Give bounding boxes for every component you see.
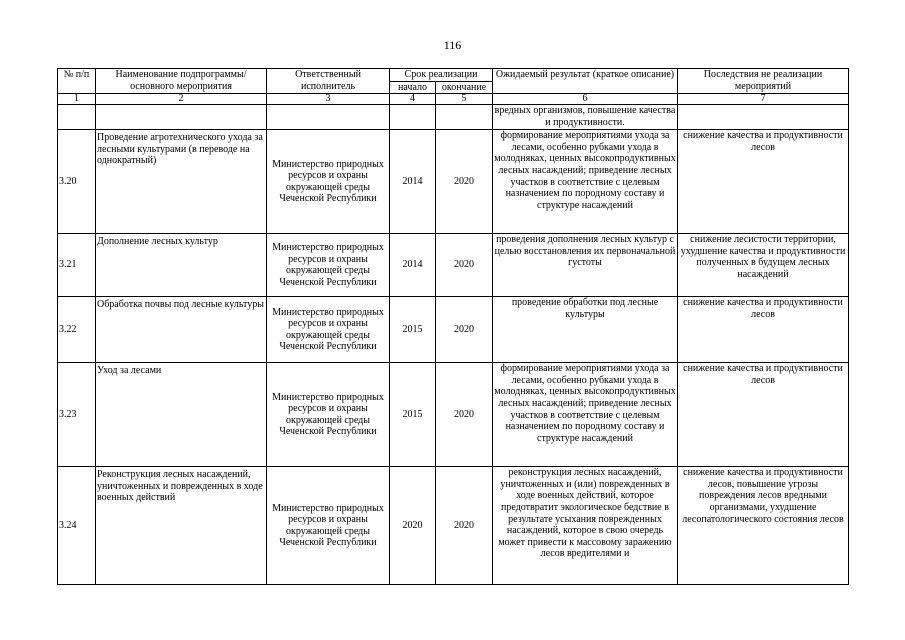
expected-result: формирование мероприятиями ухода за лесами, особенно рубками ухода в молодняках, ценных высокопродуктивных лесных насаждений; приведение лесных участков в соответствие с целевым назначением по породному составу и структуре насаждений xyxy=(493,363,678,467)
table-row xyxy=(58,363,849,467)
column-number-row xyxy=(58,94,849,105)
consequences: снижение качества и продуктивности лесов xyxy=(678,130,849,234)
column-number: 5 xyxy=(436,94,493,105)
row-number: 3.20 xyxy=(58,130,96,234)
table-row xyxy=(58,234,849,297)
table-row xyxy=(58,467,849,585)
column-number: 6 xyxy=(493,94,678,105)
header-start: начало xyxy=(390,81,436,94)
responsible-executor: Министерство природных ресурсов и охраны окружающей среды Чеченской Республики xyxy=(267,363,390,467)
activity-name: Уход за лесами xyxy=(96,363,267,467)
responsible-executor: Министерство природных ресурсов и охраны окружающей среды Чеченской Республики xyxy=(267,297,390,363)
expected-result: реконструкция лесных насаждений, уничтоженных и (или) поврежденных в ходе военных действий, которое предотвратит экологическое бедствие в результате усыхания поврежденных насаждений, которое в свою очередь может привести к массовому заражению лесов вредителями и xyxy=(493,467,678,585)
end-year: 2020 xyxy=(436,363,493,467)
activity-name: Дополнение лесных культур xyxy=(96,234,267,297)
page-number: 116 xyxy=(443,38,462,52)
start-year: 2015 xyxy=(390,363,436,467)
consequences: снижение качества и продуктивности лесов xyxy=(678,363,849,467)
header-responsible: Ответственный исполнитель xyxy=(267,69,390,94)
row-number: 3.22 xyxy=(58,297,96,363)
consequences: снижение лесистости территории, ухудшение качества и продуктивности полученных в будущем лесных насаждений xyxy=(678,234,849,297)
start-year: 2014 xyxy=(390,234,436,297)
expected-result: проведение обработки под лесные культуры xyxy=(493,297,678,363)
header-end: окончание xyxy=(436,81,493,94)
table-row xyxy=(58,297,849,363)
end-year: 2020 xyxy=(436,234,493,297)
responsible-executor: Министерство природных ресурсов и охраны окружающей среды Чеченской Республики xyxy=(267,130,390,234)
header-period: Срок реализации xyxy=(390,69,493,82)
responsible-executor: Министерство природных ресурсов и охраны окружающей среды Чеченской Республики xyxy=(267,234,390,297)
consequences: снижение качества и продуктивности лесов xyxy=(678,297,849,363)
row-number: 3.21 xyxy=(58,234,96,297)
column-number: 7 xyxy=(678,94,849,105)
end-year: 2020 xyxy=(436,130,493,234)
column-number: 3 xyxy=(267,94,390,105)
header-row xyxy=(58,69,849,82)
activities-table xyxy=(57,68,849,585)
activity-name: Реконструкция лесных насаждений, уничтоженных и поврежденных в ходе военных действий xyxy=(96,467,267,585)
header-result: Ожидаемый результат (краткое описание) xyxy=(493,69,678,94)
header-consequences: Последствия не реализации мероприятий xyxy=(678,69,849,94)
start-year: 2014 xyxy=(390,130,436,234)
row-number: 3.23 xyxy=(58,363,96,467)
consequences: снижение качества и продуктивности лесов, повышение угрозы повреждения лесов вредными организмами, ухудшение лесопатологического состояния лесов xyxy=(678,467,849,585)
start-year: 2020 xyxy=(390,467,436,585)
row-number: 3.24 xyxy=(58,467,96,585)
column-number: 2 xyxy=(96,94,267,105)
column-number: 4 xyxy=(390,94,436,105)
column-number: 1 xyxy=(58,94,96,105)
activity-name: Обработка почвы под лесные культуры xyxy=(96,297,267,363)
table-row xyxy=(58,130,849,234)
header-name: Наименование подпрограммы/ основного мероприятия xyxy=(96,69,267,94)
header-num: № п/п xyxy=(58,69,96,94)
continuation-result: вредных организмов, повышение качества и продуктивности. xyxy=(493,105,678,130)
end-year: 2020 xyxy=(436,467,493,585)
expected-result: формирование мероприятиями ухода за лесами, особенно рубками ухода в молодняках, ценных высокопродуктивных лесных насаждений; приведение лесных участков в соответствие с целевым назначением по породному составу и структуре насаждений xyxy=(493,130,678,234)
activity-name: Проведение агротехнического ухода за лесными культурами (в переводе на однократный) xyxy=(96,130,267,234)
start-year: 2015 xyxy=(390,297,436,363)
continuation-row xyxy=(58,105,849,130)
responsible-executor: Министерство природных ресурсов и охраны окружающей среды Чеченской Республики xyxy=(267,467,390,585)
end-year: 2020 xyxy=(436,297,493,363)
expected-result: проведения дополнения лесных культур с целью восстановления их первоначальной густоты xyxy=(493,234,678,297)
